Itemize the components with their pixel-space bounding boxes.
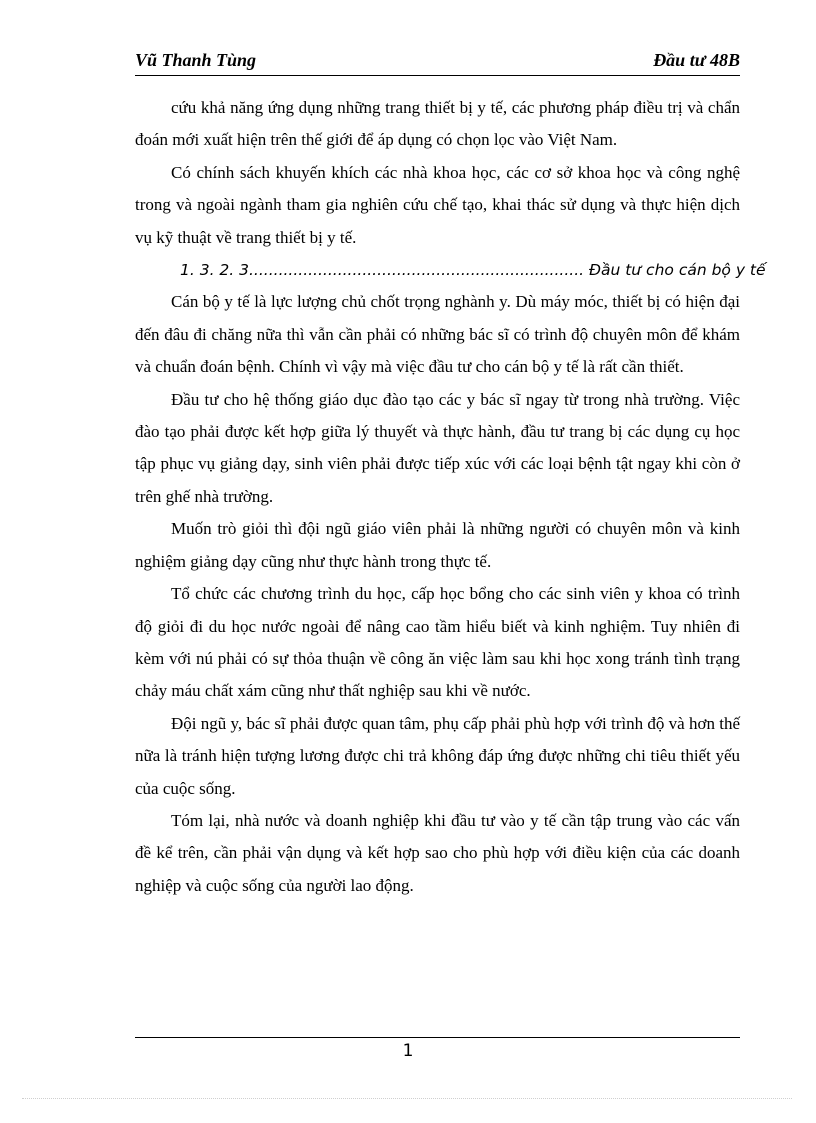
page-edge-guide bbox=[22, 1098, 792, 1099]
paragraph: Tổ chức các chương trình du học, cấp học bổng cho các sinh viên y khoa có trình độ giỏi đi du học nước ngoài để nâng cao tầm hiểu biết và kinh nghiệm. Tuy nhiên đi kèm với nú phải có sự thỏa thuận về công ăn việc làm sau khi học xong tránh tình trạng chảy máu chất xám cũng như thất nghiệp sau khi về nước. bbox=[135, 584, 740, 701]
page-header bbox=[135, 48, 740, 76]
header-course: Đầu tư 48B bbox=[653, 50, 740, 70]
page-number: 1 bbox=[402, 1041, 414, 1061]
section-heading: 1. 3. 2. 3.................................................................... Đầu tư cho cán bộ y tế bbox=[180, 261, 766, 280]
header-author: Vũ Thanh Tùng bbox=[135, 50, 257, 70]
document-body bbox=[135, 92, 766, 902]
footer-divider bbox=[135, 1037, 740, 1038]
header-divider bbox=[135, 75, 740, 76]
paragraph: Có chính sách khuyến khích các nhà khoa học, các cơ sở khoa học và công nghệ trong và ngoài ngành tham gia nghiên cứu chế tạo, khai thác sử dụng và thực hiện dịch vụ kỹ thuật về trang thiết bị y tế. bbox=[135, 162, 740, 247]
paragraph: Muốn trò giỏi thì đội ngũ giáo viên phải là những người có chuyên môn và kinh nghiệm giảng dạy cũng như thực hành trong thực tế. bbox=[135, 519, 740, 571]
paragraph-continued: cứu khả năng ứng dụng những trang thiết bị y tế, các phương pháp điều trị và chẩn đoán mới xuất hiện trên thế giới để áp dụng có chọn lọc vào Việt Nam. bbox=[135, 98, 740, 150]
paragraph: Đầu tư cho hệ thống giáo dục đào tạo các y bác sĩ ngay từ trong nhà trường. Việc đào tạo phải được kết hợp giữa lý thuyết và thực hành, đầu tư trang bị các dụng cụ học tập phục vụ giảng dạy, sinh viên phải được tiếp xúc với các loại bệnh tật ngay khi còn ở trên ghế nhà trường. bbox=[135, 389, 740, 506]
paragraph: Tóm lại, nhà nước và doanh nghiệp khi đầu tư vào y tế cần tập trung vào các vấn đề kể trên, cần phải vận dụng và kết hợp sao cho phù hợp với điều kiện của các doanh nghiệp và cuộc sống của người lao động. bbox=[135, 810, 740, 895]
paragraph: Cán bộ y tế là lực lượng chủ chốt trọng nghành y. Dù máy móc, thiết bị có hiện đại đến đâu đi chăng nữa thì vẫn cần phải có những bác sĩ có trình độ chuyên môn để khám và chuẩn đoán bệnh. Chính vì vậy mà việc đầu tư cho cán bộ y tế là rất cần thiết. bbox=[135, 292, 740, 377]
paragraph: Đội ngũ y, bác sĩ phải được quan tâm, phụ cấp phải phù hợp với trình độ và hơn thế nữa là tránh hiện tượng lương được chi trả không đáp ứng được những chi tiêu thiết yếu của cuộc sống. bbox=[135, 713, 740, 798]
